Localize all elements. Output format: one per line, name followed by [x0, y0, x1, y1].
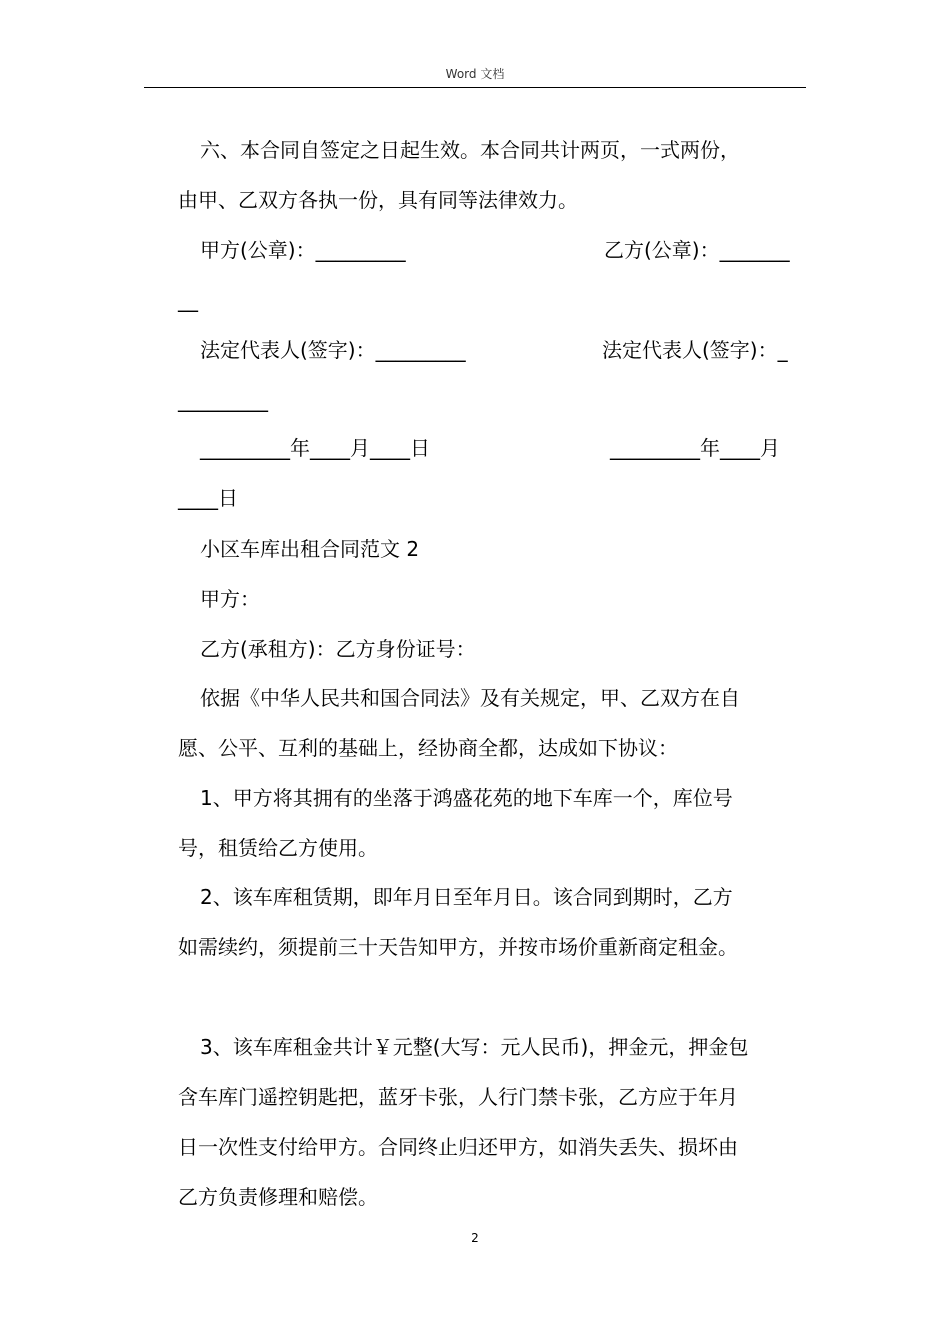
- clause-6-line-2: 由甲、乙双方各执一份，具有同等法律效力。: [178, 188, 578, 212]
- clause-1-line-1: 1、甲方将其拥有的坐落于鸿盛花苑的地下车库一个，库位号: [200, 786, 733, 810]
- party-b-date-field: _________年____月: [610, 436, 780, 460]
- page-header: Word 文档: [445, 67, 505, 81]
- party-a-date-field: _________年____月____日: [200, 436, 430, 460]
- header-divider: [144, 87, 806, 88]
- clause-3-line-2: 含车库门遥控钥匙把，蓝牙卡张，人行门禁卡张，乙方应于年月: [178, 1085, 738, 1109]
- page-number: 2: [471, 1231, 479, 1245]
- contract-2-title: 小区车库出租合同范文 2: [200, 537, 420, 561]
- clause-1-line-2: 号，租赁给乙方使用。: [178, 836, 378, 860]
- clause-2-line-1: 2、该车库租赁期，即年月日至年月日。该合同到期时，乙方: [200, 885, 733, 909]
- clause-3-line-1: 3、该车库租金共计￥元整(大写：元人民币)，押金元，押金包: [200, 1035, 749, 1059]
- party-a-label: 甲方：: [200, 587, 260, 611]
- party-b-representative-field: 法定代表人(签字)：_: [602, 338, 788, 362]
- party-b-seal-field: 乙方(公章)：_______: [604, 238, 790, 262]
- party-b-representative-field-wrap: _________: [178, 388, 268, 412]
- party-a-representative-field: 法定代表人(签字)：_________: [200, 338, 466, 362]
- party-a-seal-field: 甲方(公章)：_________: [200, 238, 406, 262]
- party-b-label: 乙方(承租方)：乙方身份证号：: [200, 637, 476, 661]
- party-b-date-field-wrap: ____日: [178, 486, 238, 510]
- clause-3-line-4: 乙方负责修理和赔偿。: [178, 1185, 378, 1209]
- clause-2-line-2: 如需续约，须提前三十天告知甲方，并按市场价重新商定租金。: [178, 935, 738, 959]
- clause-3-line-3: 日一次性支付给甲方。合同终止归还甲方，如消失丢失、损坏由: [178, 1135, 738, 1159]
- party-b-seal-field-wrap: __: [178, 288, 198, 312]
- clause-6-line-1: 六、本合同自签定之日起生效。本合同共计两页，一式两份，: [200, 138, 740, 162]
- intro-line-1: 依据《中华人民共和国合同法》及有关规定，甲、乙双方在自: [200, 686, 740, 710]
- intro-line-2: 愿、公平、互利的基础上，经协商全都，达成如下协议：: [178, 736, 678, 760]
